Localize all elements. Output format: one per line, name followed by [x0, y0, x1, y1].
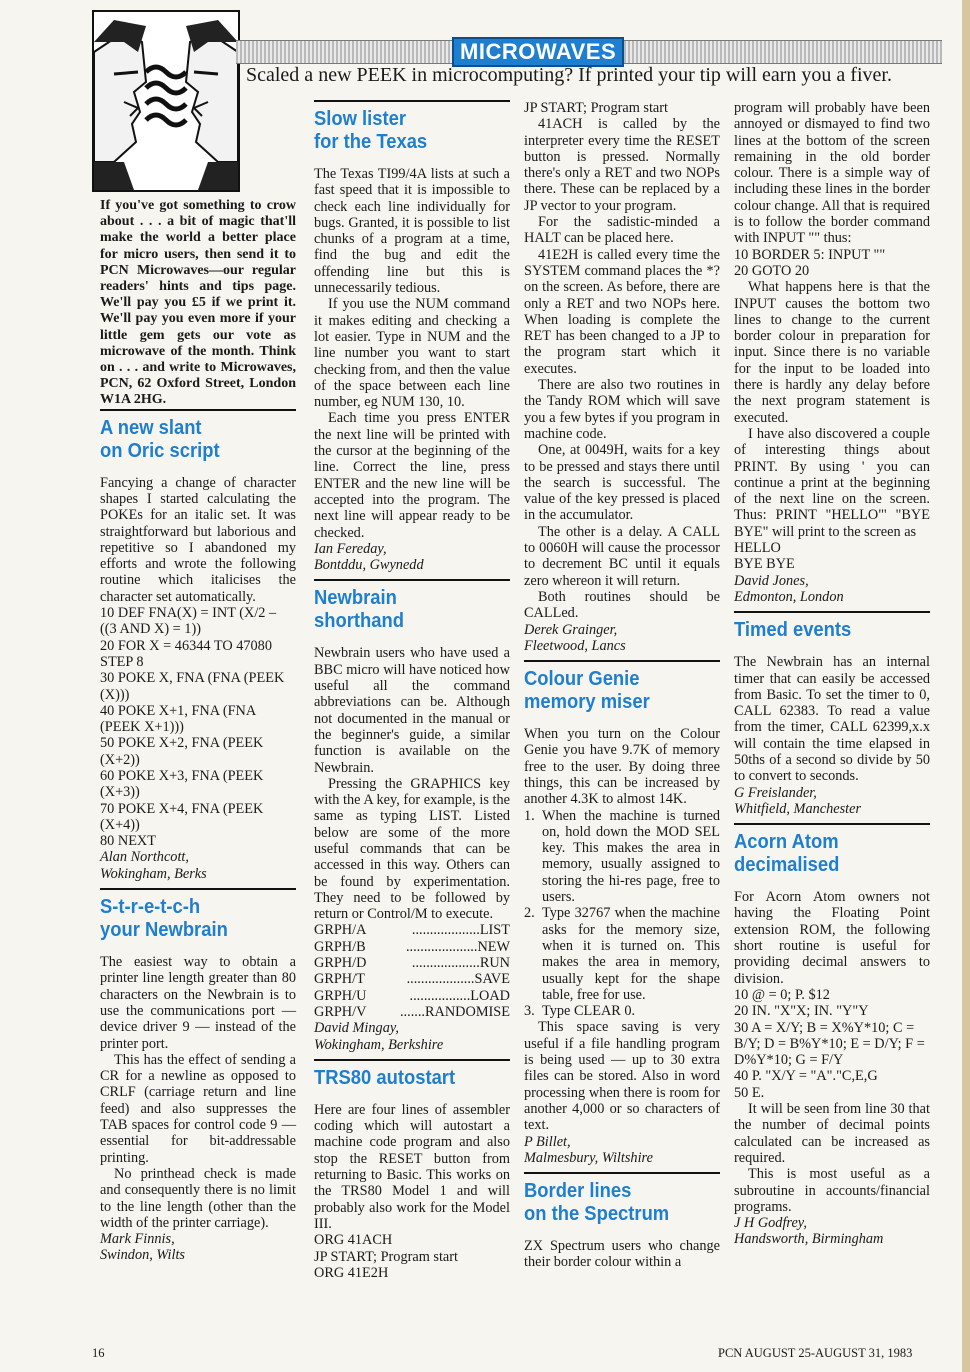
table-leader: ....................	[405, 938, 478, 955]
heading-line: on the Spectrum	[524, 1203, 670, 1226]
author-place: Wokingham, Berks	[100, 865, 207, 882]
author-credit	[734, 785, 930, 818]
article-body: If you use the NUM command it makes editing and checking a lot easier. Type in NUM and the line number you want to start checking from, and then the value of the space between each line number, eg NUM 130, 10.	[314, 296, 510, 411]
issue-line: PCN AUGUST 25-AUGUST 31, 1983	[718, 1346, 913, 1360]
divider	[314, 579, 510, 581]
author-credit	[524, 1134, 720, 1167]
heading-line: Colour Genie	[524, 668, 640, 691]
faces-illustration	[92, 10, 240, 192]
table-row	[314, 939, 510, 955]
table-row	[314, 988, 510, 1004]
article-heading	[100, 896, 280, 942]
author-name: Ian Fereday,	[314, 540, 387, 557]
divider	[314, 1059, 510, 1061]
code-line: ORG 41E2H	[314, 1264, 389, 1281]
column-4	[734, 100, 930, 1254]
author-place: Whitfield, Manchester	[734, 800, 862, 817]
list-item	[524, 1003, 720, 1019]
author-place: Handsworth, Birmingham	[734, 1231, 884, 1248]
list-number: 1.	[524, 807, 535, 824]
list-text: Type 32767 when the machine asks for the memory size, when it is turned on. This makes the area in memory, usually kept for the shape table, free for use.	[542, 905, 720, 1003]
code-line: 50 E.	[734, 1084, 765, 1101]
article-body: There are also two routines in the Tandy ROM which will save you a few bytes if you program in machine code.	[524, 377, 720, 442]
article-body: One, at 0049H, waits for a key to be pressed and stays there until the search is successful. The value of the key pressed is placed in the accumulator.	[524, 442, 720, 524]
code-line: ORG 41ACH	[314, 1232, 393, 1249]
table-command	[377, 922, 510, 938]
intro-text: If you've got something to crow about . . . a bit of magic that'll make the world a better place for micro users, then send it to PCN Microwaves—our regular readers' hints and tips page. We'll pay you £5 if we print it. We'll pay you even more if your little gem gets our vote as microwave of the month. Think on . . . and write to Microwaves, PCN, 62 Oxford Street, London W1A 2HG.	[100, 198, 296, 408]
heading-line: Newbrain	[314, 587, 397, 610]
code-line: 10 BORDER 5: INPUT ""	[734, 246, 886, 263]
code-line: BYE BYE	[734, 556, 795, 573]
article-heading	[524, 668, 704, 714]
article-body: 41ACH is called by the interpreter every time the RESET button is pressed. Normally there's only a RET and two NOPs there. These can be replaced by a JP vector to your program.	[524, 116, 720, 214]
article-body: program will probably have been annoyed or dismayed to find two lines at the bottom of the screen remaining in the old border colour. There is a simple way of including these lines in the border colour change. All that is required is to follow the border command with INPUT "" thus:	[734, 100, 930, 247]
divider	[524, 1172, 720, 1174]
code-line: 80 NEXT	[100, 833, 156, 850]
code-line: HELLO	[734, 540, 781, 557]
article-body: For Acorn Atom owners not having the Floating Point extension ROM, the following short routine is useful for providing decimal answers to division.	[734, 889, 930, 987]
author-place: Malmesbury, Wiltshire	[524, 1149, 653, 1166]
table-command-name: RANDOMISE	[425, 1003, 510, 1020]
author-name: Mark Finnis,	[100, 1231, 175, 1248]
article-heading: TRS80 autostart	[314, 1066, 456, 1089]
code-line: JP START; Program start	[524, 100, 669, 116]
table-leader: .................	[409, 987, 471, 1004]
article-body: The other is a delay. A CALL to 0060H will cause the processor to decrement BC until it equals zero whereon it will return.	[524, 523, 720, 589]
table-command-name: SAVE	[474, 971, 510, 988]
article-body: The easiest way to obtain a printer line length greater than 80 characters on the Newbrain is to use the communications port — device driver 9 — instead of the printer port.	[100, 954, 296, 1052]
author-place: Wokingham, Berkshire	[314, 1036, 444, 1053]
article-body: When you turn on the Colour Genie you have 9.7K of memory free to the user. By doing three things, this can be increased by another 4.3K to almost 14K.	[524, 726, 720, 808]
heading-line: S-t-r-e-t-c-h	[100, 896, 201, 919]
tagline: Scaled a new PEEK in microcomputing? If printed your tip will earn you a fiver.	[246, 64, 892, 86]
table-command	[377, 1004, 510, 1020]
article-heading	[524, 1180, 704, 1226]
table-command-name: NEW	[477, 938, 510, 955]
author-place: Swindon, Wilts	[100, 1247, 185, 1264]
table-command	[377, 939, 510, 955]
table-row	[314, 922, 510, 938]
table-row	[314, 1004, 510, 1020]
command-table	[314, 922, 510, 1020]
table-command-name: LOAD	[470, 987, 510, 1004]
list-item	[524, 905, 720, 1003]
divider	[100, 409, 296, 411]
author-credit	[734, 573, 930, 606]
article-body: Here are four lines of assembler coding which will autostart a machine code program and also stop the RESET button from returning to Basic. This works on the TRS80 Model 1 and will probably also work for the Model III.	[314, 1101, 510, 1232]
code-line: 10 DEF FNA(X) = INT (X/2 – ((3 AND X) = 1))	[100, 605, 277, 638]
table-command	[377, 988, 510, 1004]
list-item	[524, 808, 720, 906]
author-name: Alan Northcott,	[100, 849, 189, 866]
table-command	[377, 971, 510, 987]
divider	[734, 823, 930, 825]
article-body: Both routines should be CALLed.	[524, 588, 720, 622]
article-body: Each time you press ENTER the next line will be printed with the cursor at the beginning of the line. Correct the line, press ENTER and the new line will be accepted into the program. The next line will appear ready to be checked.	[314, 410, 510, 541]
author-credit	[314, 541, 510, 574]
code-line: 20 FOR X = 46344 TO 47080 STEP 8	[100, 637, 272, 670]
code-line: 20 GOTO 20	[734, 262, 810, 279]
author-place: Bontddu, Gwynedd	[314, 557, 424, 574]
code-line: 40 POKE X+1, FNA (FNA (PEEK X+1)))	[100, 702, 256, 736]
article-heading	[734, 831, 914, 877]
column-2	[314, 100, 510, 1281]
article-body: ZX Spectrum users who change their border colour within a	[524, 1238, 720, 1271]
article-body: No printhead check is made and consequently there is no limit to the line length (other than the width of the printer carriage).	[100, 1165, 296, 1231]
article-body: The Newbrain has an internal timer that can easily be accessed from Basic. To set the timer to 0, CALL 62383. To read a value from the timer, CALL 62399,x.x will contain the time elapsed in 50ths of a second so divide by 50 to convert to seconds.	[734, 654, 930, 785]
author-name: David Jones,	[734, 572, 809, 589]
article-body: I have also discovered a couple of interesting things about PRINT. By using ' you can continue a print at the beginning of the next line on the screen. Thus: PRINT "HELLO"' "BYE BYE" will print to the screen as	[734, 425, 930, 540]
code-line: 50 POKE X+2, FNA (PEEK (X+2))	[100, 735, 264, 768]
code-line: 20 IN. "X"X; IN. "Y"Y	[734, 1003, 869, 1020]
article-body: The Texas TI99/4A lists at such a fast speed that it is impossible to check each line individually for bugs. Granted, it is possible to list chunks of a program at a time, find the bug and edit the offending line but this is unnecessarily tedious.	[314, 166, 510, 297]
page-number: 16	[92, 1346, 105, 1360]
author-place: Fleetwood, Lancs	[524, 637, 626, 654]
article-body: This space saving is very useful if a file handling program is being used — up to 30 extra files can be stored. Also in word processing when there is room for another 4,000 or so characters of text.	[524, 1019, 720, 1134]
code-line: JP START; Program start	[314, 1248, 459, 1265]
divider	[100, 888, 296, 890]
table-row	[314, 971, 510, 987]
author-place: Edmonton, London	[734, 588, 844, 605]
article-body: Fancying a change of character shapes I started calculating the POKEs for an italic set. It was straightforward but laborious and repetitive so I abandoned my efforts and wrote the following routine which italicises the character set automatically.	[100, 474, 296, 605]
numbered-list	[524, 808, 720, 1020]
heading-line: your Newbrain	[100, 919, 228, 942]
heading-line: decimalised	[734, 854, 840, 877]
table-key: GRPH/D	[314, 955, 367, 972]
article-body: This is most useful as a subroutine in accounts/financial programs.	[734, 1166, 930, 1215]
code-line: 10 @ = 0; P. $12	[734, 986, 830, 1003]
article-body: What happens here is that the INPUT causes the bottom two lines to change to the current border colour in preparation for input. Since there is no variable for the input to be loaded into there is hardly any delay before the next program statement is executed.	[734, 279, 930, 426]
author-name: G Freislander,	[734, 784, 817, 801]
article-body: This has the effect of sending a CR for a newline as opposed to CRLF (carriage return and line feed) and also suppresses the TAB spaces for control code 9 — essential for bit-addressable printing.	[100, 1051, 296, 1166]
article-body: Newbrain users who have used a BBC micro will have noticed how useful all the command abbreviations can be. Although not documented in the manual or the beginner's guide, a similar function is available on the Newbrain.	[314, 645, 510, 776]
list-number: 2.	[524, 905, 535, 922]
table-key: GRPH/B	[314, 938, 366, 955]
divider	[524, 660, 720, 662]
heading-line: Acorn Atom	[734, 831, 839, 854]
article-heading	[314, 108, 494, 154]
list-text: When the machine is turned on, hold down the MOD SEL key. This makes the area in memory, usually assigned to storing the hi-res page, free to users.	[542, 807, 720, 906]
heading-line: A new slant	[100, 416, 202, 439]
article-body: 41E2H is called every time the SYSTEM command places the *? on the screen. As before, there are only a RET and two NOPs here. When loading is complete the RET has been changed to a JP to the program start which it executes.	[524, 246, 720, 377]
author-credit	[524, 622, 720, 655]
table-command-name: LIST	[479, 922, 510, 939]
faces-drawing	[94, 12, 238, 190]
code-line: 60 POKE X+3, FNA (PEEK (X+3))	[100, 767, 264, 801]
column-3	[524, 100, 720, 1271]
author-credit	[734, 1215, 930, 1248]
table-leader: ...................	[411, 922, 480, 939]
code-line: 30 POKE X, FNA (FNA (PEEK (X)))	[100, 670, 285, 703]
table-command-name: RUN	[479, 955, 510, 972]
article-body: It will be seen from line 30 that the number of decimal points calculated can be increased as required.	[734, 1101, 930, 1166]
column-1	[100, 198, 296, 1270]
author-credit	[100, 1231, 296, 1264]
table-key: GRPH/U	[314, 987, 367, 1004]
heading-line: Border lines	[524, 1180, 632, 1203]
section-title: MICROWAVES	[452, 37, 624, 67]
article-heading	[314, 587, 494, 633]
list-text: Type CLEAR 0.	[542, 1003, 636, 1020]
divider	[734, 611, 930, 613]
author-credit	[314, 1020, 510, 1053]
article-heading	[100, 417, 280, 463]
author-name: J H Godfrey,	[734, 1215, 807, 1232]
table-key: GRPH/A	[314, 922, 367, 939]
table-command	[377, 955, 510, 971]
table-leader: ...................	[406, 971, 475, 988]
list-number: 3.	[524, 1003, 535, 1020]
heading-line: memory miser	[524, 691, 650, 714]
article-body: For the sadistic-minded a HALT can be placed here.	[524, 214, 720, 247]
author-name: David Mingay,	[314, 1020, 399, 1037]
table-leader: ...................	[411, 955, 480, 972]
code-line: 70 POKE X+4, FNA (PEEK (X+4))	[100, 800, 264, 833]
article-heading: Timed events	[734, 619, 852, 642]
author-credit	[100, 849, 296, 882]
heading-line: Slow lister	[314, 108, 407, 130]
table-leader: .......	[399, 1003, 425, 1020]
code-line: 40 P. "X/Y = "A"."C,E,G	[734, 1068, 878, 1085]
table-row	[314, 955, 510, 971]
author-name: Derek Grainger,	[524, 621, 618, 638]
author-name: P Billet,	[524, 1133, 571, 1150]
article-body: Pressing the GRAPHICS key with the A key, for example, is the same as typing LIST. Listed below are some of the more useful commands that can be accessed in this way. Others can be found by experimentation. They need to be followed by return or Control/M to execute.	[314, 775, 510, 923]
code-line: 30 A = X/Y; B = X%Y*10; C = B/Y; D = B%Y*10; E = D/Y; F = D%Y*10; G = F/Y	[734, 1019, 925, 1069]
page-edge	[962, 0, 970, 1372]
divider	[314, 100, 510, 102]
table-key: GRPH/V	[314, 1003, 367, 1020]
heading-line: shorthand	[314, 610, 404, 633]
heading-line: on Oric script	[100, 439, 220, 462]
heading-line: for the Texas	[314, 131, 428, 153]
table-key: GRPH/T	[314, 971, 365, 988]
